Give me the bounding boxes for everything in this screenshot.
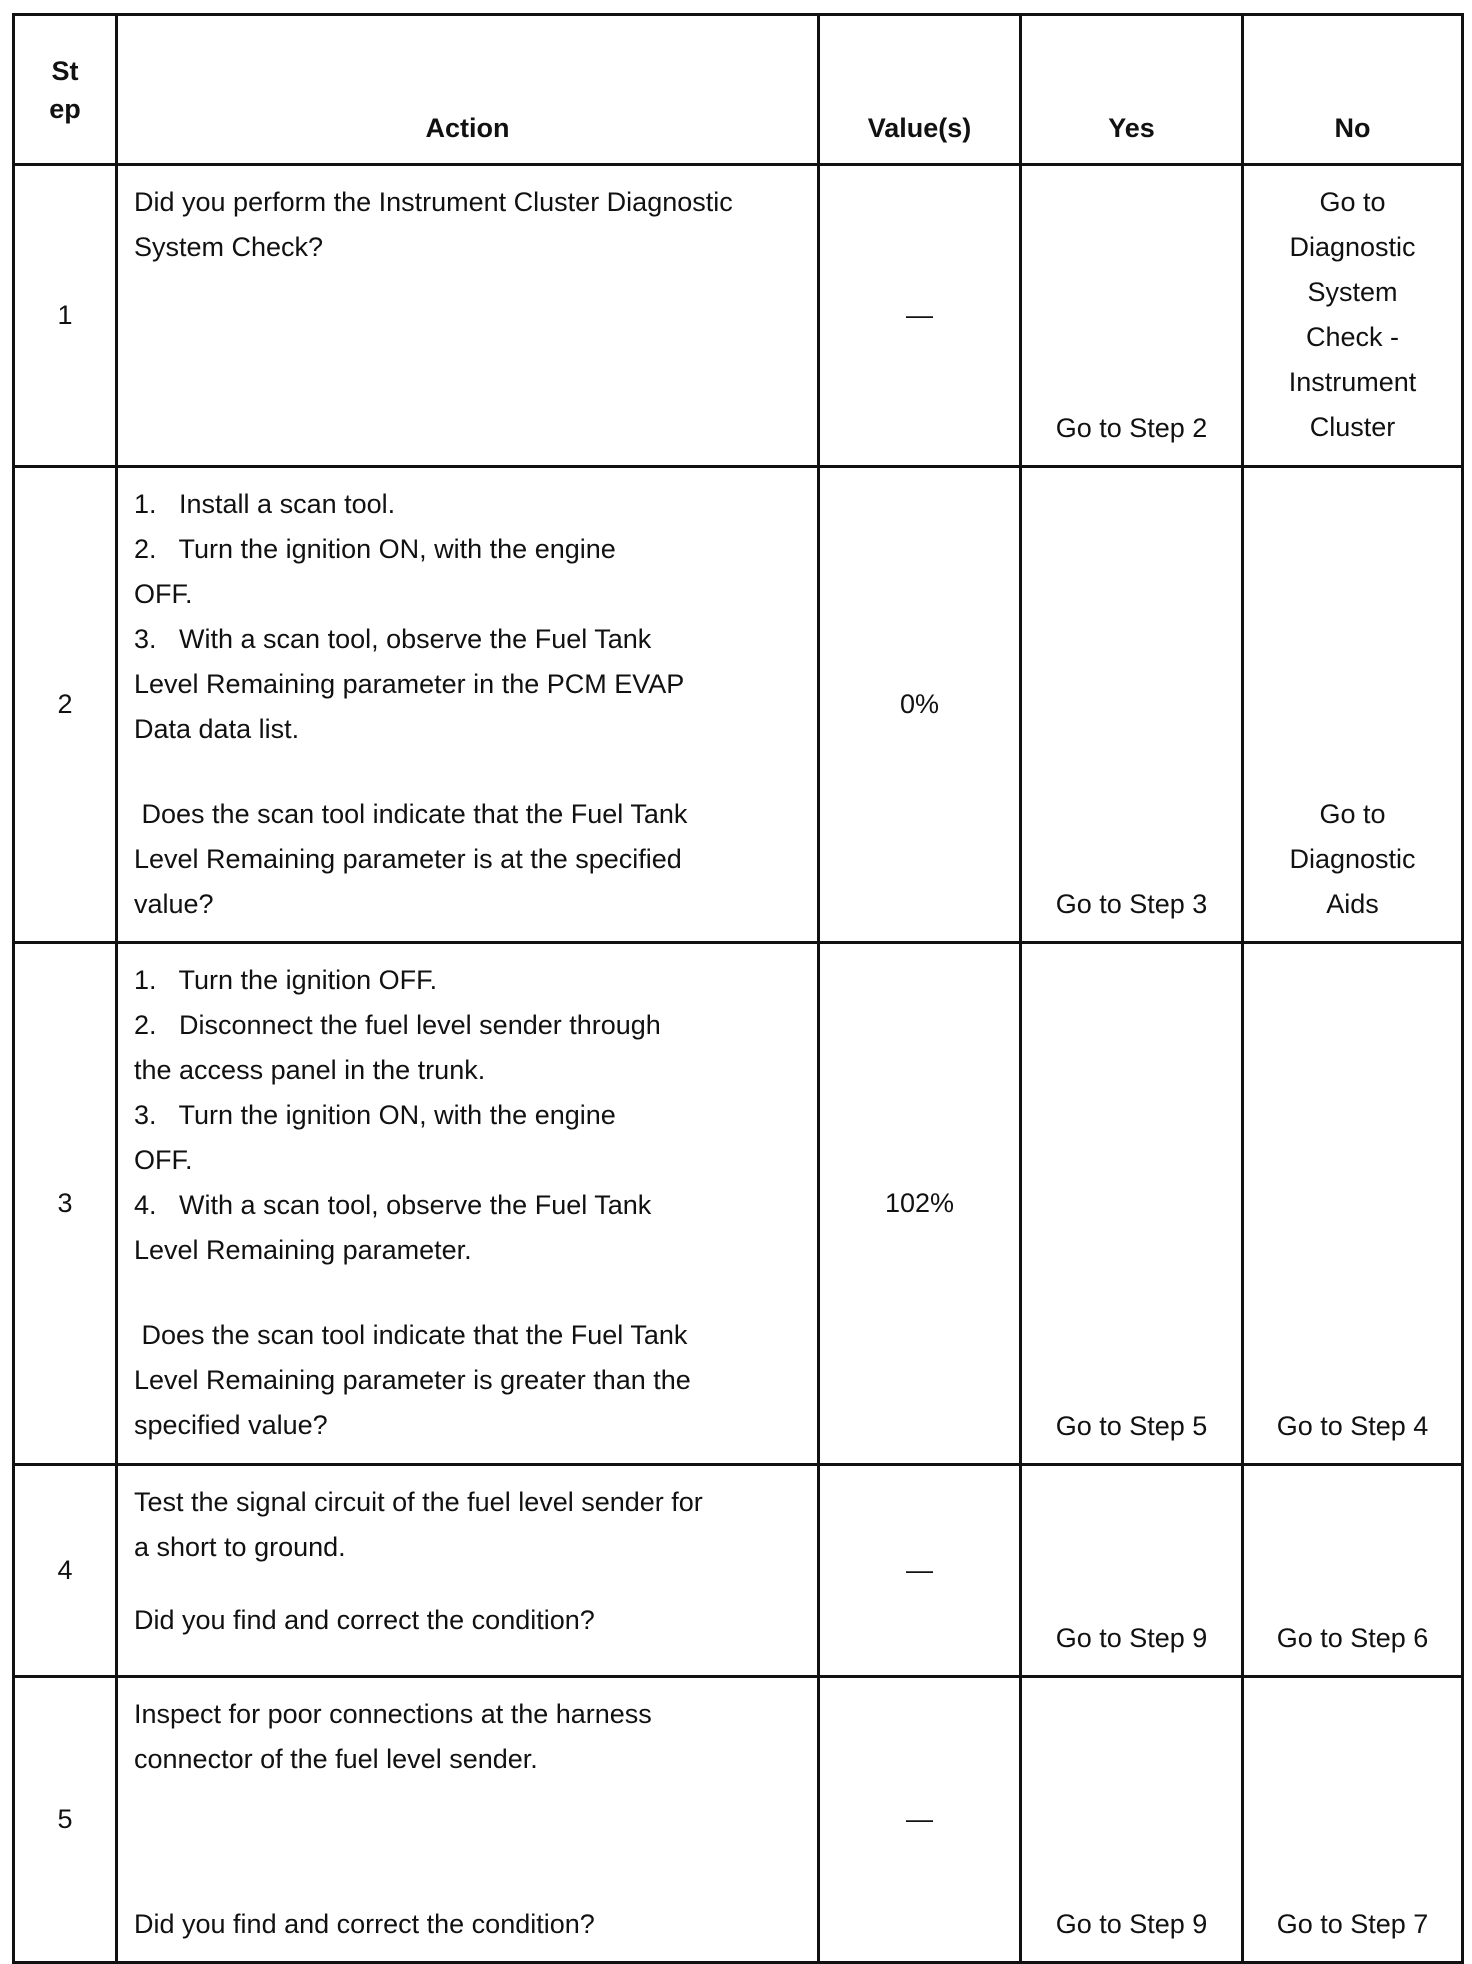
table-row	[14, 1465, 1463, 1677]
yes-cell: Go to Step 3	[1021, 467, 1243, 943]
action-line: connector of the fuel level sender.	[134, 1744, 538, 1774]
header-values: Value(s)	[819, 15, 1021, 165]
yes-cell: Go to Step 2	[1021, 165, 1243, 467]
no-cell	[1243, 165, 1463, 467]
diagnostic-table	[12, 13, 1464, 1964]
question-line: specified value?	[134, 1410, 328, 1440]
action-line: OFF.	[134, 579, 193, 609]
no-line: Go to Step 4	[1276, 1411, 1429, 1441]
no-line: Go to	[1319, 799, 1386, 829]
step-number: 1	[14, 165, 117, 467]
question-line: Does the scan tool indicate that the Fuel Tank	[134, 1320, 688, 1350]
action-line: 2. Disconnect the fuel level sender through	[134, 1010, 661, 1040]
header-no: No	[1243, 15, 1463, 165]
no-cell	[1243, 943, 1463, 1465]
no-cell	[1243, 1677, 1463, 1963]
action-spacer	[134, 1782, 803, 1902]
action-cell	[117, 467, 819, 943]
question-line: value?	[134, 889, 214, 919]
step-number: 3	[14, 943, 117, 1465]
question-line: Did you find and correct the condition?	[134, 1909, 595, 1939]
value-cell: —	[819, 1677, 1021, 1963]
yes-cell: Go to Step 9	[1021, 1677, 1243, 1963]
action-line: 3. With a scan tool, observe the Fuel Tank	[134, 624, 652, 654]
step-number: 5	[14, 1677, 117, 1963]
question-line: Does the scan tool indicate that the Fuel Tank	[134, 799, 688, 829]
table-row	[14, 1677, 1463, 1963]
no-line: Diagnostic	[1289, 844, 1416, 874]
action-line: OFF.	[134, 1145, 193, 1175]
step-number: 2	[14, 467, 117, 943]
action-cell	[117, 1465, 819, 1677]
action-cell	[117, 1677, 819, 1963]
question-line: Level Remaining parameter is at the specified	[134, 844, 682, 874]
action-line: Data data list.	[134, 714, 300, 744]
action-line: System Check?	[134, 232, 324, 262]
yes-cell: Go to Step 5	[1021, 943, 1243, 1465]
header-yes: Yes	[1021, 15, 1243, 165]
action-line: Did you perform the Instrument Cluster Diagnostic	[134, 187, 733, 217]
value-cell: —	[819, 1465, 1021, 1677]
action-spacer	[134, 752, 803, 792]
action-line: 1. Install a scan tool.	[134, 489, 396, 519]
action-line: a short to ground.	[134, 1532, 346, 1562]
no-line: Instrument	[1288, 367, 1417, 397]
action-spacer	[134, 1273, 803, 1313]
action-cell	[117, 165, 819, 467]
no-line: Aids	[1326, 889, 1379, 919]
action-cell	[117, 943, 819, 1465]
step-number: 4	[14, 1465, 117, 1677]
no-line: Go to Step 7	[1276, 1909, 1429, 1939]
question-line: Level Remaining parameter is greater than the	[134, 1365, 691, 1395]
no-line: Cluster	[1309, 412, 1396, 442]
value-cell: —	[819, 165, 1021, 467]
action-line: 3. Turn the ignition ON, with the engine	[134, 1100, 616, 1130]
no-cell	[1243, 1465, 1463, 1677]
question-line: Did you find and correct the condition?	[134, 1605, 595, 1635]
header-step: St ep	[14, 15, 117, 165]
action-spacer	[134, 1570, 803, 1598]
action-line: 1. Turn the ignition OFF.	[134, 965, 438, 995]
action-line: 4. With a scan tool, observe the Fuel Tank	[134, 1190, 652, 1220]
action-line: Inspect for poor connections at the harness	[134, 1699, 652, 1729]
table-row	[14, 943, 1463, 1465]
yes-cell: Go to Step 9	[1021, 1465, 1243, 1677]
no-line: Check -	[1305, 322, 1400, 352]
table-row	[14, 467, 1463, 943]
no-line: Diagnostic	[1289, 232, 1416, 262]
header-row	[14, 15, 1463, 165]
no-line: Go to	[1319, 187, 1386, 217]
action-line: the access panel in the trunk.	[134, 1055, 486, 1085]
no-line: Go to Step 6	[1276, 1623, 1429, 1653]
value-cell: 0%	[819, 467, 1021, 943]
action-line: Level Remaining parameter.	[134, 1235, 472, 1265]
action-line: Test the signal circuit of the fuel level sender for	[134, 1487, 703, 1517]
value-cell: 102%	[819, 943, 1021, 1465]
action-line: Level Remaining parameter in the PCM EVAP	[134, 669, 685, 699]
no-line: System	[1307, 277, 1398, 307]
action-line: 2. Turn the ignition ON, with the engine	[134, 534, 616, 564]
table-row	[14, 165, 1463, 467]
no-cell	[1243, 467, 1463, 943]
header-action: Action	[117, 15, 819, 165]
